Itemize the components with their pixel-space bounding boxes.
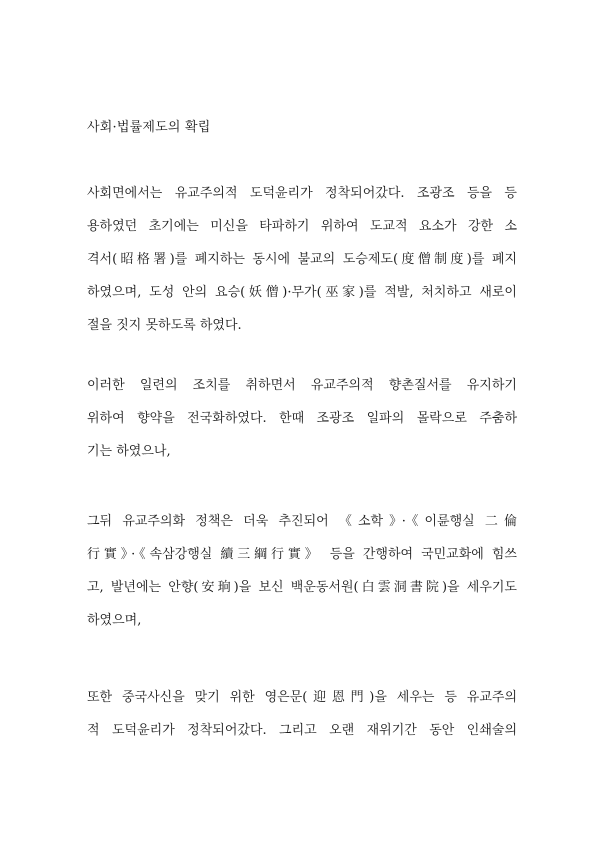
paragraph-1 (87, 184, 517, 349)
paragraph-line: 하였으며, 도성 안의 요승(妖僧)·무가(巫家)를 적발, 처치하고 새로이 (87, 285, 517, 300)
paragraph-line: 그뒤 유교주의화 정책은 더욱 추진되어 《소학》·《이륜행실 二倫 (87, 514, 517, 529)
paragraph-2 (87, 376, 517, 475)
paragraph-3 (87, 512, 517, 644)
paragraph-line: 기는 하였으나, (87, 444, 171, 459)
section-heading: 사회·법률제도의 확립 (87, 120, 211, 135)
paragraph-line: 적 도덕윤리가 정착되어갔다. 그리고 오랜 재위기간 동안 인쇄술의 (87, 723, 517, 738)
paragraph-line: 위하여 향약을 전국화하였다. 한때 조광조 일파의 몰락으로 주춤하 (87, 411, 517, 426)
paragraph-line: 절을 짓지 못하도록 하였다. (87, 318, 242, 333)
paragraph-line: 또한 중국사신을 맞기 위한 영은문(迎恩門)을 세우는 등 유교주의 (87, 690, 517, 705)
paragraph-line: 行實》·《속삼강행실 續三綱行實》 등을 간행하여 국민교화에 힘쓰 (87, 547, 517, 562)
paragraph-4 (87, 688, 517, 754)
paragraph-line: 하였으며, (87, 613, 142, 628)
paragraph-line: 용하였던 초기에는 미신을 타파하기 위하여 도교적 요소가 강한 소 (87, 219, 517, 234)
paragraph-line: 격서(昭格署)를 폐지하는 동시에 불교의 도승제도(度僧制度)를 폐지 (87, 252, 517, 267)
paragraph-line: 고, 발년에는 안향(安珦)을 보신 백운동서원(白雲洞書院)을 세우기도 (87, 580, 517, 595)
paragraph-line: 사회면에서는 유교주의적 도덕윤리가 정착되어갔다. 조광조 등을 등 (87, 186, 517, 201)
paragraph-line: 이러한 일련의 조치를 취하면서 유교주의적 향촌질서를 유지하기 (87, 378, 517, 393)
